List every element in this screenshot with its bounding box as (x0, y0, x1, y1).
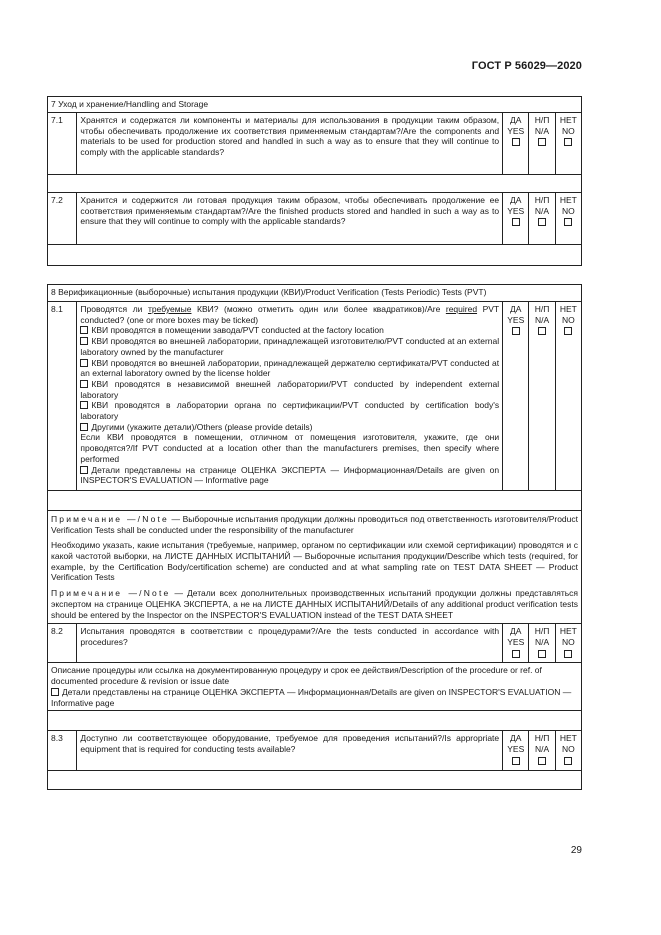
answer-label: НЕТ (559, 115, 577, 125)
answer-yes-8-2 (503, 624, 529, 663)
option-label: КВИ проводятся в лаборатории органа по сертификации/PVT conducted by certification body's laboratory (80, 400, 500, 422)
yes-checkbox[interactable] (512, 650, 520, 658)
answer-label: Н/П (534, 115, 550, 125)
na-checkbox[interactable] (538, 218, 546, 226)
question-7-2: Хранится и содержится ли готовая продукция таким образом, чтобы обеспечивать продолжение ее соответствия применяемым стандартам?/Are the finished products stored and handled in such a way as to ensure that they will continue to comply with the applicable standards? (77, 193, 503, 245)
answer-label: YES (507, 743, 525, 754)
no-checkbox[interactable] (564, 650, 572, 658)
answer-na-8-2 (529, 624, 555, 663)
na-checkbox[interactable] (538, 650, 546, 658)
na-checkbox[interactable] (538, 327, 546, 335)
answer-row-7-1[interactable] (48, 175, 582, 193)
question-text: Проводятся ли (80, 304, 148, 314)
no-checkbox[interactable] (564, 327, 572, 335)
item-number: 8.2 (48, 624, 77, 663)
answer-label: NO (561, 743, 575, 754)
details-label: Детали представлены на странице ОЦЕНКА ЭКСПЕРТА — Информационная/Details are given on INSPECTOR'S EVALUATION — Informative page (80, 464, 500, 486)
answer-na-7-1 (529, 113, 555, 175)
option-checkbox[interactable] (80, 380, 88, 388)
procedure-description-label: Описание процедуры или ссылка на документированную процедуру и срок ее действия/Description of the procedure or ref. of documented procedure & revision or issue date (51, 665, 542, 687)
note-label: Примечание —/Note (51, 513, 169, 524)
answer-no-8-2 (555, 624, 581, 663)
answer-no-7-2 (555, 193, 581, 245)
item-number: 7.2 (48, 193, 77, 245)
item-number: 7.1 (48, 113, 77, 175)
no-checkbox[interactable] (564, 757, 572, 765)
section-7-table (47, 96, 582, 266)
answer-label: НЕТ (559, 195, 577, 205)
section-8-title: 8 Верификационные (выборочные) испытания продукции (КВИ)/Product Verification (Tests Periodic) Tests (PVT) (48, 285, 582, 302)
answer-label: Н/П (534, 626, 550, 637)
answer-label: N/A (534, 205, 550, 216)
answer-na-7-2 (529, 193, 555, 245)
details-checkbox[interactable] (51, 688, 59, 696)
option-label: КВИ проводятся в помещении завода/PVT conducted at the factory location (91, 325, 384, 336)
answer-label: ДА (510, 733, 522, 744)
question-8-1 (77, 302, 503, 491)
na-checkbox[interactable] (538, 138, 546, 146)
answer-label: НЕТ (559, 733, 577, 744)
answer-label: NO (561, 636, 575, 647)
answer-row-8-2[interactable] (48, 711, 582, 731)
answer-label: НЕТ (559, 626, 577, 637)
answer-label: Н/П (534, 195, 550, 205)
section-7-title: 7 Уход и хранение/Handling and Storage (48, 97, 582, 113)
answer-label: Н/П (534, 733, 550, 744)
question-7-1: Хранятся и содержатся ли компоненты и материалы для использования в продукции таким образом, чтобы обеспечивать продолжение их соответствия применяемым стандартам?/Are the components and materials to be used for production stored and handled in such a way as to ensure that they will continue to comply with the applicable standards? (77, 113, 503, 175)
details-checkbox[interactable] (80, 466, 88, 474)
document-header: ГОСТ Р 56029—2020 (471, 60, 582, 72)
yes-checkbox[interactable] (512, 138, 520, 146)
note-label: Примечание —/Note (51, 588, 171, 599)
answer-label: NO (561, 205, 575, 216)
answer-label: NO (561, 314, 575, 325)
answer-label: ДА (510, 626, 522, 637)
answer-na-8-1 (529, 302, 555, 491)
no-checkbox[interactable] (564, 218, 572, 226)
question-text-underlined: required (445, 304, 478, 314)
answer-label: N/A (534, 636, 550, 647)
option-checkbox[interactable] (80, 326, 88, 334)
yes-checkbox[interactable] (512, 218, 520, 226)
note-text: — Детали всех дополнительных производственных испытаний продукции должны представляться экспертом на странице ОЦЕНКА ЭКСПЕРТА, а не на ЛИСТЕ ДАННЫХ ИСПЫТАНИЙ/Details of any additional product verification tests should be entered by the Inspector on the INSPECTOR'S EVALUATION instead of the TEST DATA SHEET (51, 588, 578, 620)
answer-row-8-3[interactable] (48, 771, 582, 790)
question-text: PVT conducted? (one or more boxes may be ticked) (80, 304, 500, 325)
option-checkbox[interactable] (80, 401, 88, 409)
answer-label: ДА (510, 195, 522, 205)
page-number: 29 (570, 845, 582, 856)
item-number: 8.3 (48, 731, 77, 771)
details-label: Детали представлены на странице ОЦЕНКА ЭКСПЕРТА — Информационная/Details are given on INSPECTOR'S EVALUATION — Informative page (51, 686, 572, 708)
section-8-table (47, 284, 582, 790)
no-checkbox[interactable] (564, 138, 572, 146)
answer-row-8-1[interactable] (48, 490, 582, 510)
tests-description-paragraph: Необходимо указать, какие испытания (требуемые, например, органом по сертификации или схемой сертификации) проводятся и с какой частотой выборки, на ЛИСТЕ ДАННЫХ ИСПЫТАНИЙ — Выборочные испытания продукции/Describe which tests (required, for example, by the Certification Body/certification scheme) are conducted and at what sampling rate on TEST DATA SHEET — Product Verification Tests (51, 540, 578, 583)
answer-yes-7-2 (503, 193, 529, 245)
answer-yes-8-3 (503, 731, 529, 771)
answer-label: YES (507, 636, 525, 647)
option-label: КВИ проводятся в независимой внешней лаборатории/PVT conducted by independent external laboratory (80, 378, 500, 400)
answer-no-7-1 (555, 113, 581, 175)
notes-block (48, 510, 582, 623)
answer-label: ДА (510, 304, 522, 314)
yes-checkbox[interactable] (512, 327, 520, 335)
answer-label: Н/П (534, 304, 550, 314)
option-checkbox[interactable] (80, 423, 88, 431)
procedure-description-cell[interactable] (48, 663, 582, 711)
answer-row-7-2[interactable] (48, 245, 582, 266)
answer-label: N/A (534, 125, 550, 136)
question-8-2: Испытания проводятся в соответствии с процедурами?/Are the tests conducted in accordance with procedures? (77, 624, 503, 663)
answer-yes-7-1 (503, 113, 529, 175)
answer-label: YES (507, 205, 525, 216)
na-checkbox[interactable] (538, 757, 546, 765)
answer-no-8-1 (555, 302, 581, 491)
item-number: 8.1 (48, 302, 77, 491)
question-8-3: Доступно ли соответствующее оборудование, требуемое для проведения испытаний?/Is appropriate equipment that is required for conducting tests available? (77, 731, 503, 771)
answer-label: НЕТ (559, 304, 577, 314)
option-label: КВИ проводятся во внешней лаборатории, принадлежащей изготовителю/PVT conducted at an external laboratory owned by the manufacturer (80, 336, 500, 357)
answer-label: YES (507, 314, 525, 325)
option-checkbox[interactable] (80, 359, 88, 367)
option-checkbox[interactable] (80, 337, 88, 345)
answer-label: ДА (510, 115, 522, 125)
answer-label: NO (561, 125, 575, 136)
question-text-underlined: требуемые (147, 304, 192, 314)
option-label: Другими (укажите детали)/Others (please provide details) (91, 421, 313, 432)
answer-no-8-3 (555, 731, 581, 771)
answer-na-8-3 (529, 731, 555, 771)
answer-label: YES (507, 125, 525, 136)
question-text: КВИ? (можно отметить один или более квадратиков)/Are (191, 304, 446, 314)
other-location-text: Если КВИ проводятся в помещении, отличном от помещения изготовителя, укажите, где они проводятся?/If PVT conducted at a location other than the manufacturers premises, then specify where performed (80, 432, 500, 464)
answer-label: N/A (534, 743, 550, 754)
note-text: — Выборочные испытания продукции должны проводиться под ответственность изготовителя/Product Verification Tests shall be conducted under the responsibility of the manufacturer (51, 513, 578, 535)
option-label: КВИ проводятся во внешней лаборатории, принадлежащей держателю сертификата/PVT conducted at an external laboratory owned by the license holder (80, 357, 500, 379)
answer-yes-8-1 (503, 302, 529, 491)
answer-label: N/A (534, 314, 550, 325)
yes-checkbox[interactable] (512, 757, 520, 765)
